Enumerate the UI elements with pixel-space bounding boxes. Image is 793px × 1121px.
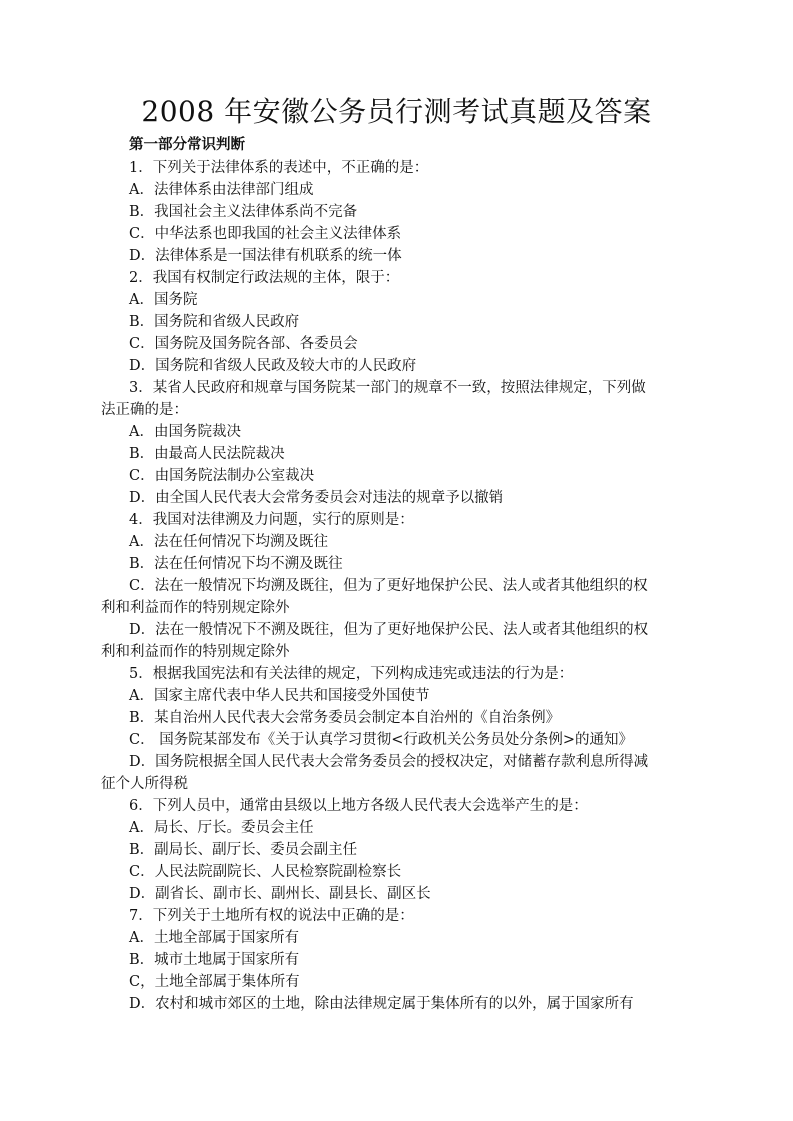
option-7d: D．农村和城市郊区的土地，除由法律规定属于集体所有的以外，属于国家所有	[129, 996, 634, 1012]
option-2d: D．国务院和省级人民政及较大市的人民政府	[129, 358, 417, 374]
option-5d: D．国务院根据全国人民代表大会常务委员会的授权决定，对储蓄存款利息所得减	[129, 754, 649, 770]
option-3a: A．由国务院裁决	[129, 424, 241, 440]
question-3: 3．某省人民政府和规章与国务院某一部门的规章不一致，按照法律规定，下列做	[129, 380, 646, 396]
option-4c: C．法在一般情况下均溯及既往，但为了更好地保护公民、法人或者其他组织的权	[129, 578, 648, 594]
option-6b: B．副局长、副厅长、委员会副主任	[129, 842, 358, 858]
option-1b: B．我国社会主义法律体系尚不完备	[129, 204, 358, 220]
question-1: 1．下列关于法律体系的表述中，不正确的是：	[129, 160, 429, 176]
document-title: 2008 年安徽公务员行测考试真题及答案	[141, 95, 652, 128]
option-4a: A．法在任何情况下均溯及既往	[129, 534, 328, 550]
question-4: 4．我国对法律溯及力问题，实行的原则是：	[129, 512, 414, 528]
option-3b: B．由最高人民法院裁决	[129, 446, 285, 462]
option-1c: C．中华法系也即我国的社会主义法律体系	[129, 226, 402, 242]
question-3-continued: 法正确的是：	[101, 402, 188, 418]
option-2b: B．国务院和省级人民政府	[129, 314, 300, 330]
option-7c: C，土地全部属于集体所有	[129, 974, 300, 990]
question-5: 5．根据我国宪法和有关法律的规定，下列构成违宪或违法的行为是：	[129, 666, 574, 682]
question-2: 2．我国有权制定行政法规的主体，限于：	[129, 270, 400, 286]
option-5c: C． 国务院某部发布《关于认真学习贯彻<行政机关公务员处分条例>的通知》	[129, 732, 633, 748]
option-7a: A．土地全部属于国家所有	[129, 930, 299, 946]
option-4c-continued: 利和利益而作的特别规定除外	[101, 600, 290, 616]
option-4b: B．法在任何情况下均不溯及既往	[129, 556, 343, 572]
option-7b: B．城市土地属于国家所有	[129, 952, 300, 968]
option-2c: C．国务院及国务院各部、各委员会	[129, 336, 358, 352]
option-3d: D．由全国人民代表大会常务委员会对违法的规章予以撤销	[129, 490, 504, 506]
section-heading: 第一部分常识判断	[129, 136, 245, 153]
option-5d-continued: 征个人所得税	[101, 776, 188, 792]
option-5a: A．国家主席代表中华人民共和国接受外国使节	[129, 688, 430, 704]
option-4d-continued: 利和利益而作的特别规定除外	[101, 644, 290, 660]
option-1a: A．法律体系由法律部门组成	[129, 182, 314, 198]
option-3c: C．由国务院法制办公室裁决	[129, 468, 315, 484]
option-6c: C．人民法院副院长、人民检察院副检察长	[129, 864, 402, 880]
option-1d: D．法律体系是一国法律有机联系的统一体	[129, 248, 402, 264]
question-6: 6．下列人员中，通常由县级以上地方各级人民代表大会选举产生的是：	[129, 798, 588, 814]
option-4d: D．法在一般情况下不溯及既往，但为了更好地保护公民、法人或者其他组织的权	[129, 622, 649, 638]
option-6a: A．局长、厅长。委员会主任	[129, 820, 314, 836]
option-2a: A．国务院	[129, 292, 198, 308]
option-5b: B．某自治州人民代表大会常务委员会制定本自治州的《自治条例》	[129, 710, 561, 726]
option-6d: D．副省长、副市长、副州长、副县长、副区长	[129, 886, 431, 902]
question-7: 7．下列关于土地所有权的说法中正确的是：	[129, 908, 414, 924]
